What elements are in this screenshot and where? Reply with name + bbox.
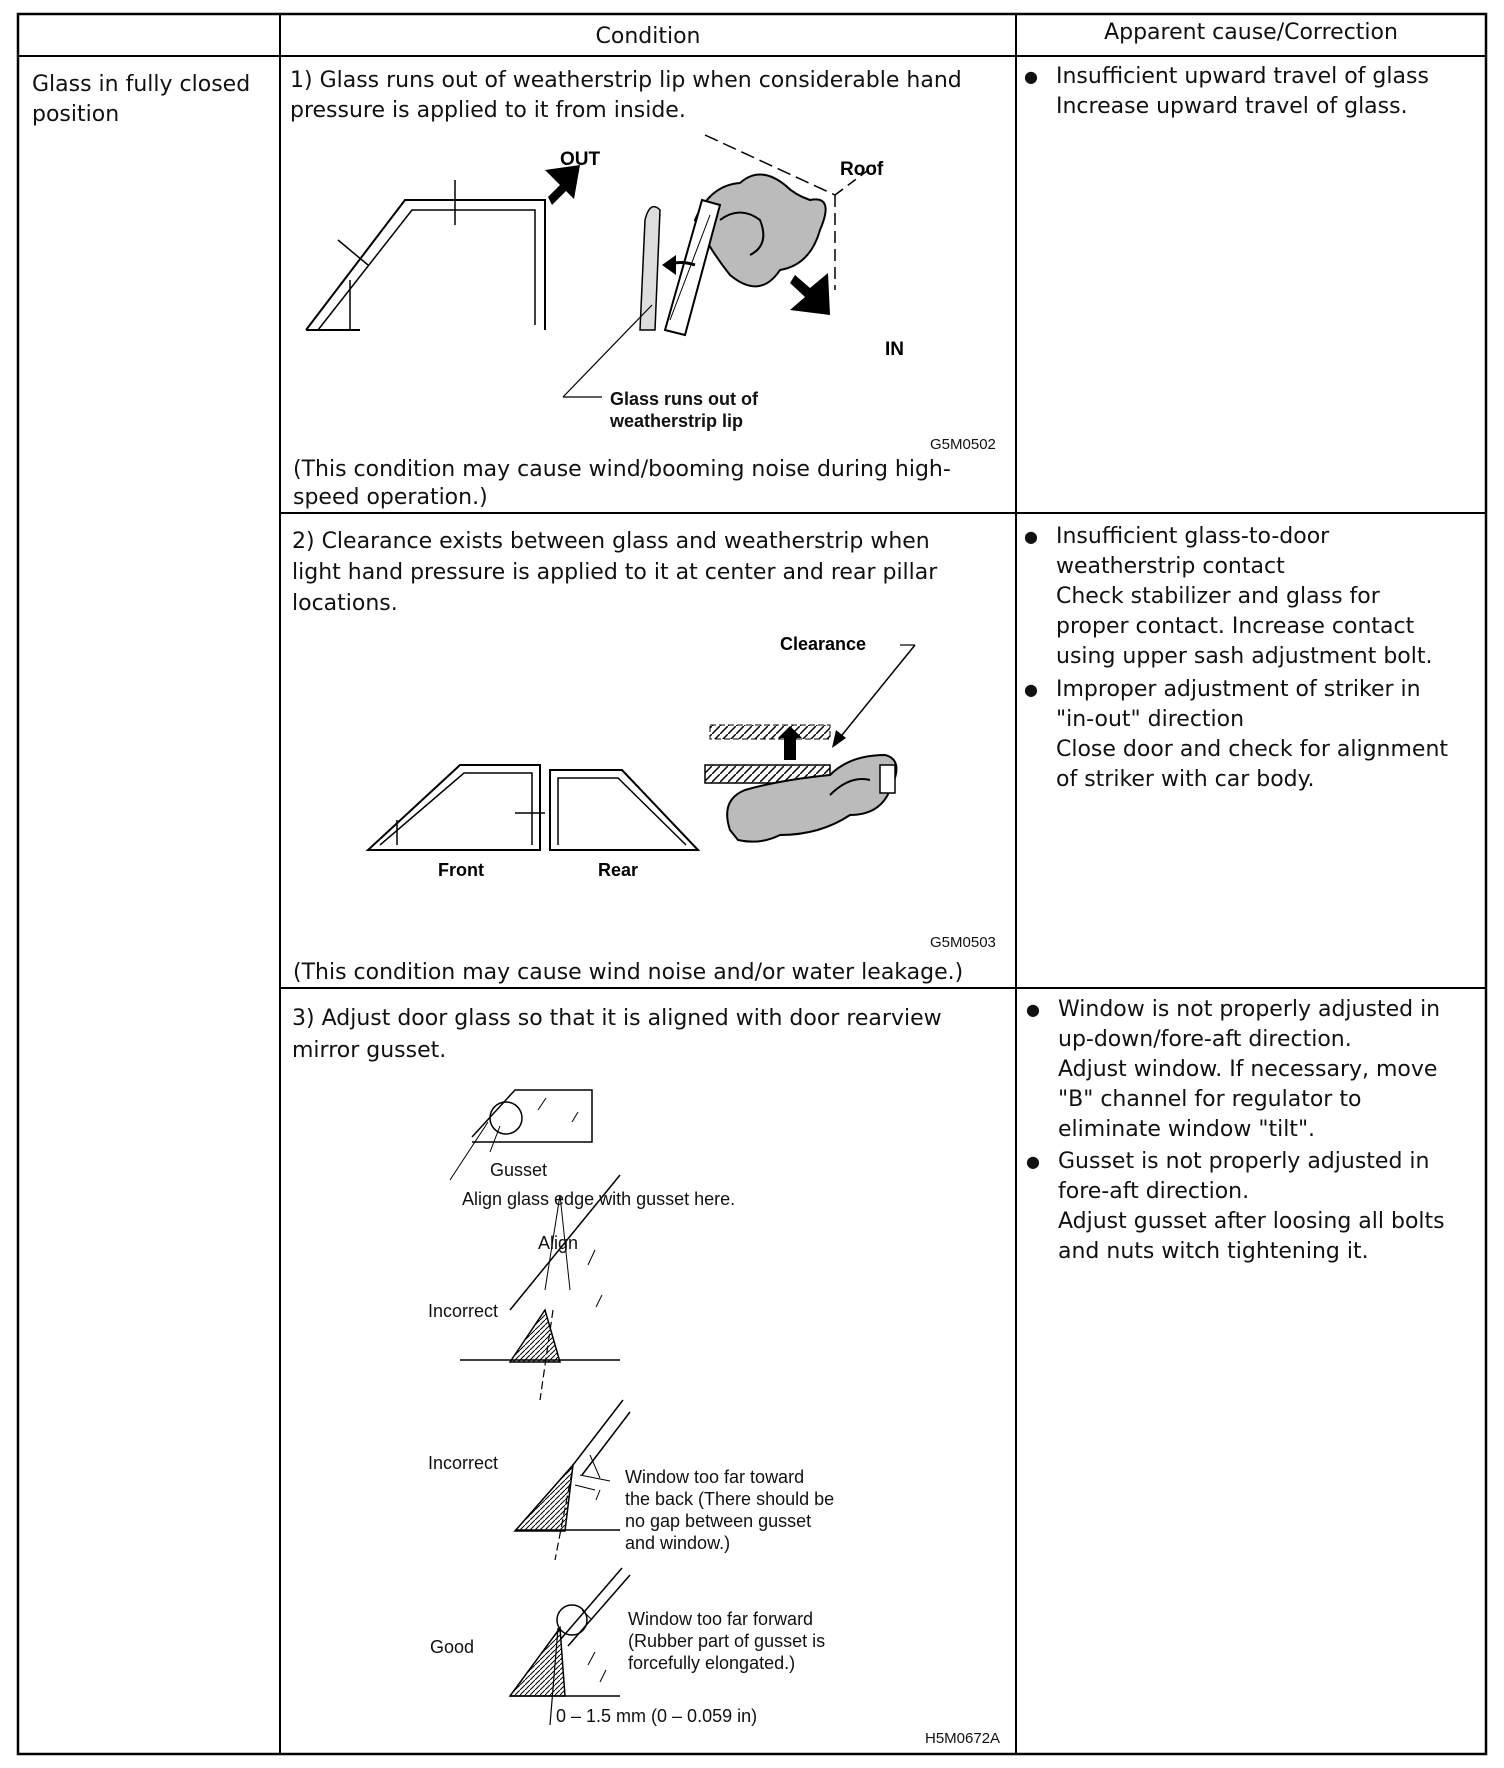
label-rear: Rear (598, 860, 639, 880)
rear-window-outline (550, 770, 698, 850)
out-arrow (545, 165, 580, 205)
label-dimension: 0 – 1.5 mm (0 – 0.059 in) (556, 1706, 758, 1726)
label-gusset: Gusset (490, 1160, 548, 1180)
cause-1-1: ● Insufficient upward travel of glass Increase upward travel of glass. (1024, 62, 1504, 122)
gusset-incorrect-2 (515, 1465, 573, 1531)
callout-too-far-forward: Window too far forward (Rubber part of gusset is forcefully elongated.) (628, 1609, 826, 1673)
gusset-incorrect-1 (510, 1310, 560, 1362)
cause-3-1: ● Window is not properly adjusted in up-down/fore-aft direction. Adjust window. If necessary, move "B" channel for regulator to eliminate window "tilt". (1026, 995, 1504, 1145)
cause-2-1: ● Insufficient glass-to-door weatherstrip contact Check stabilizer and glass for proper contact. Increase contact using upper sash adjustment bolt. (1024, 522, 1504, 672)
label-align: Align (538, 1233, 579, 1253)
label-front: Front (438, 860, 484, 880)
figure-code-3: H5M0672A (925, 1730, 1001, 1747)
condition-1-note: (This condition may cause wind/booming noise during high- speed operation.) (293, 457, 951, 510)
label-align-here: Align glass edge with gusset here. (462, 1189, 736, 1209)
figure-code-2: G5M0503 (930, 934, 996, 951)
weatherstrip (695, 174, 826, 286)
label-good: Good (430, 1637, 475, 1657)
cause-3-2: ● Gusset is not properly adjusted in fore-aft direction. Adjust gusset after loosing all bolts and nuts witch tightening it. (1026, 1147, 1504, 1267)
door-window-outline (306, 200, 545, 330)
row-label: Glass in fully closed position (32, 72, 251, 127)
callout-too-far-back: Window too far toward the back (There should be no gap between gusset and window.) (625, 1467, 835, 1553)
label-incorrect-1: Incorrect (428, 1301, 499, 1321)
label-out: OUT (560, 149, 601, 170)
gusset-circle (490, 1102, 522, 1134)
condition-2-text: 2) Clearance exists between glass and weatherstrip when light hand pressure is applied to it at center and rear pillar locations. (292, 529, 938, 616)
front-window-outline (368, 765, 540, 850)
label-in: IN (885, 339, 904, 360)
label-incorrect-2: Incorrect (428, 1453, 499, 1473)
in-arrow (790, 273, 830, 315)
condition-2-note: (This condition may cause wind noise and/or water leakage.) (293, 960, 964, 985)
figure-code-1: G5M0502 (930, 436, 996, 453)
condition-1-text: 1) Glass runs out of weatherstrip lip when considerable hand pressure is applied to it from inside. (290, 68, 962, 123)
header-cause: Apparent cause/Correction (1104, 20, 1398, 45)
label-clearance: Clearance (780, 634, 867, 654)
label-roof: Roof (840, 159, 884, 180)
diagram-clearance (360, 630, 920, 880)
header-condition: Condition (595, 24, 701, 49)
cause-2-2: ● Improper adjustment of striker in "in-out" direction Close door and check for alignment of striker with car body. (1024, 675, 1504, 795)
condition-3-text: 3) Adjust door glass so that it is aligned with door rearview mirror gusset. (292, 1006, 942, 1063)
callout-glass-runs-out: Glass runs out of weatherstrip lip (610, 389, 759, 431)
